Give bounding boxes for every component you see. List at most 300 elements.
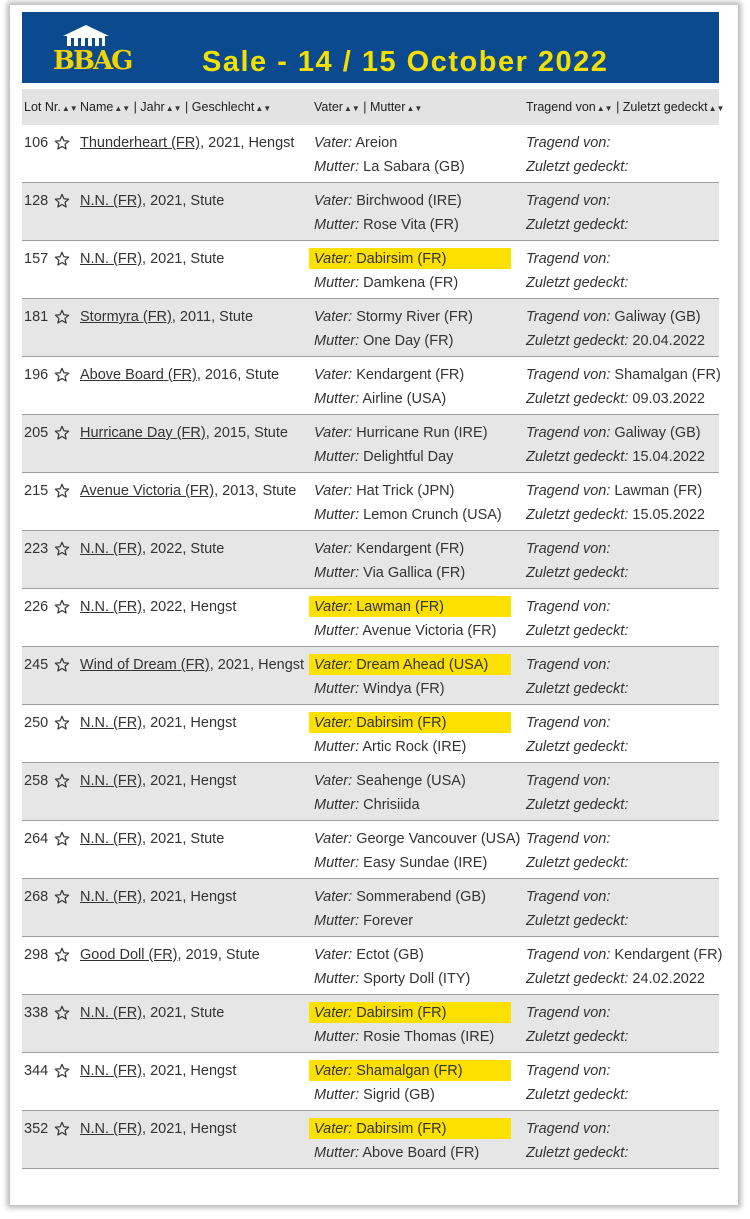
dam-value: Damkena (FR) <box>363 275 459 291</box>
dam-label: Mutter: <box>314 797 360 813</box>
horse-name-text: Above Board <box>80 367 164 383</box>
sire-value: Sommerabend (GB) <box>356 889 486 905</box>
column-header-lot[interactable] <box>24 100 78 114</box>
horse-name-text: Stormyra <box>80 309 139 325</box>
last-covered-label: Zuletzt gedeckt: <box>526 275 629 291</box>
horse-name <box>80 483 296 499</box>
dam-label: Mutter: <box>314 449 360 465</box>
favorite-star-icon[interactable] <box>54 1005 70 1021</box>
dam-cell <box>314 449 453 465</box>
dam-cell <box>314 681 445 697</box>
in-foal-to-cell <box>526 193 610 209</box>
sire-cell <box>309 248 511 269</box>
sire-value: Hat Trick (JPN) <box>356 483 455 499</box>
dam-label: Mutter: <box>314 275 360 291</box>
dam-cell <box>314 391 446 407</box>
horse-name <box>80 309 253 325</box>
dam-value: Artic Rock (IRE) <box>362 739 467 755</box>
column-header-geschlecht-label: | Geschlecht <box>185 100 255 114</box>
horse-name-text: N.N. <box>80 715 109 731</box>
in-foal-to-cell <box>526 599 610 615</box>
last-covered-label: Zuletzt gedeckt: <box>526 739 629 755</box>
horse-name-text: N.N. <box>80 1063 109 1079</box>
table-row <box>22 937 723 995</box>
lot-number: 181 <box>24 309 49 325</box>
lot-number: 223 <box>24 541 49 557</box>
last-covered-label: Zuletzt gedeckt: <box>526 1029 629 1045</box>
column-header-name-label: Name <box>80 100 114 114</box>
sort-arrows-icon[interactable]: ▲▼ <box>61 104 78 113</box>
horse-name-link[interactable] <box>80 889 142 905</box>
favorite-star-icon[interactable] <box>54 657 70 673</box>
horse-year-sex: , 2021, Hengst <box>142 1121 237 1137</box>
sort-arrows-icon[interactable]: ▲▼ <box>708 104 725 113</box>
horse-name-link[interactable] <box>80 657 210 673</box>
in-foal-to-cell <box>526 135 610 151</box>
sire-label: Vater: <box>314 193 353 209</box>
column-header-jahr-label: | Jahr <box>133 100 165 114</box>
horse-name-text: N.N. <box>80 193 109 209</box>
horse-name <box>80 367 279 383</box>
table-row <box>22 1111 719 1169</box>
in-foal-to-value: Kendargent (FR) <box>614 947 723 963</box>
favorite-star-icon[interactable] <box>54 251 70 267</box>
favorite-star-icon[interactable] <box>54 193 70 209</box>
horse-year-sex: , 2015, Stute <box>205 425 288 441</box>
last-covered-cell <box>526 391 705 407</box>
dam-label: Mutter: <box>314 681 360 697</box>
dam-value: Windya (FR) <box>363 681 445 697</box>
last-covered-label: Zuletzt gedeckt: <box>526 855 629 871</box>
last-covered-cell <box>526 623 628 639</box>
in-foal-to-value: Shamalgan (FR) <box>614 367 721 383</box>
favorite-star-icon[interactable] <box>54 773 70 789</box>
horse-year-sex: , 2021, Hengst <box>142 1063 237 1079</box>
sire-label: Vater: <box>314 541 353 557</box>
in-foal-to-label: Tragend von: <box>526 657 611 673</box>
sire-cell <box>314 425 488 441</box>
sire-value: Seahenge (USA) <box>356 773 466 789</box>
sire-cell <box>314 309 473 325</box>
in-foal-to-cell <box>526 251 610 267</box>
last-covered-value: 20.04.2022 <box>632 333 705 349</box>
in-foal-to-cell <box>526 1005 610 1021</box>
horse-name-text: N.N. <box>80 251 109 267</box>
dam-value: La Sabara (GB) <box>363 159 465 175</box>
in-foal-to-value: Galiway (GB) <box>614 425 701 441</box>
last-covered-cell <box>526 159 628 175</box>
horse-country: (FR) <box>171 135 201 151</box>
sire-value: Dabirsim (FR) <box>356 251 447 267</box>
dam-value: Sporty Doll (ITY) <box>363 971 471 987</box>
horse-name-text: N.N. <box>80 1121 109 1137</box>
sire-cell <box>314 773 466 789</box>
in-foal-to-cell <box>526 309 701 325</box>
horse-name <box>80 1063 236 1079</box>
dam-cell <box>314 623 496 639</box>
sale-title: Sale - 14 / 15 October 2022 <box>202 46 609 78</box>
dam-cell <box>314 739 466 755</box>
in-foal-to-cell <box>526 657 610 673</box>
horse-name-text: Good Doll <box>80 947 145 963</box>
dam-cell <box>314 855 487 871</box>
sire-value: Areion <box>355 135 398 151</box>
horse-name-link[interactable] <box>80 1063 142 1079</box>
favorite-star-icon[interactable] <box>54 599 70 615</box>
last-covered-label: Zuletzt gedeckt: <box>526 217 629 233</box>
sire-value: George Vancouver (USA) <box>356 831 521 847</box>
in-foal-to-cell <box>526 773 610 789</box>
table-row <box>22 879 719 937</box>
horse-year-sex: , 2021, Hengst <box>142 889 237 905</box>
in-foal-to-label: Tragend von: <box>526 135 611 151</box>
horse-name-link[interactable] <box>80 831 142 847</box>
favorite-star-icon[interactable] <box>54 715 70 731</box>
in-foal-to-cell <box>526 541 610 557</box>
favorite-star-icon[interactable] <box>54 483 70 499</box>
in-foal-to-label: Tragend von: <box>526 599 611 615</box>
horse-name-link[interactable] <box>80 135 200 151</box>
lot-number: 196 <box>24 367 49 383</box>
horse-name-link[interactable] <box>80 715 142 731</box>
horse-name-text: N.N. <box>80 541 109 557</box>
dam-value: Rosie Thomas (IRE) <box>363 1029 495 1045</box>
in-foal-to-label: Tragend von: <box>526 1121 611 1137</box>
horse-name-text: N.N. <box>80 889 109 905</box>
horse-country: (FR) <box>113 715 143 731</box>
dam-value: One Day (FR) <box>363 333 454 349</box>
last-covered-value: 15.05.2022 <box>632 507 705 523</box>
sire-cell <box>309 712 511 733</box>
lot-number: 128 <box>24 193 49 209</box>
favorite-star-icon[interactable] <box>54 309 70 325</box>
favorite-star-icon[interactable] <box>54 541 70 557</box>
horse-name-link[interactable] <box>80 309 172 325</box>
sire-label: Vater: <box>314 715 353 731</box>
sire-value: Shamalgan (FR) <box>356 1063 463 1079</box>
sire-cell <box>309 1118 511 1139</box>
sire-value: Dabirsim (FR) <box>356 1005 447 1021</box>
sire-cell <box>314 367 464 383</box>
column-header-tragend-zuletzt[interactable] <box>526 100 724 114</box>
lot-number: 245 <box>24 657 49 673</box>
horse-country: (FR) <box>148 947 178 963</box>
sire-label: Vater: <box>314 1121 353 1137</box>
sire-label: Vater: <box>314 483 353 499</box>
horse-country: (FR) <box>113 541 143 557</box>
lot-number: 157 <box>24 251 49 267</box>
last-covered-cell <box>526 449 705 465</box>
last-covered-label: Zuletzt gedeckt: <box>526 913 629 929</box>
favorite-star-icon[interactable] <box>54 831 70 847</box>
lot-number: 344 <box>24 1063 49 1079</box>
horse-name <box>80 889 236 905</box>
favorite-star-icon[interactable] <box>54 425 70 441</box>
in-foal-to-label: Tragend von: <box>526 947 611 963</box>
horse-country: (FR) <box>113 889 143 905</box>
dam-cell <box>314 217 459 233</box>
horse-year-sex: , 2021, Stute <box>142 1005 225 1021</box>
horse-country: (FR) <box>176 425 206 441</box>
horse-name-link[interactable] <box>80 483 214 499</box>
horse-name <box>80 541 224 557</box>
sort-arrows-icon[interactable]: ▲▼ <box>114 104 131 113</box>
sire-label: Vater: <box>314 425 353 441</box>
dam-value: Delightful Day <box>363 449 454 465</box>
in-foal-to-cell <box>526 1063 610 1079</box>
last-covered-label: Zuletzt gedeckt: <box>526 623 629 639</box>
horse-country: (FR) <box>113 251 143 267</box>
horse-name <box>80 425 288 441</box>
last-covered-cell <box>526 681 628 697</box>
lot-number: 106 <box>24 135 49 151</box>
horse-name-link[interactable] <box>80 947 178 963</box>
horse-year-sex: , 2021, Stute <box>142 831 225 847</box>
dam-cell <box>314 333 453 349</box>
horse-name <box>80 657 304 673</box>
table-row <box>22 125 719 183</box>
column-header-vater-mutter[interactable] <box>314 100 422 114</box>
last-covered-cell <box>526 275 628 291</box>
last-covered-cell <box>526 1087 628 1103</box>
sire-label: Vater: <box>314 831 353 847</box>
horse-country: (FR) <box>113 193 143 209</box>
last-covered-cell <box>526 913 628 929</box>
horse-name <box>80 773 236 789</box>
lot-number: 205 <box>24 425 49 441</box>
horse-name-link[interactable] <box>80 773 142 789</box>
table-row <box>22 473 719 531</box>
dam-cell <box>314 1087 435 1103</box>
dam-label: Mutter: <box>314 1029 360 1045</box>
bbag-logo[interactable] <box>53 18 132 80</box>
dam-cell <box>314 913 413 929</box>
sire-value: Dabirsim (FR) <box>356 715 447 731</box>
last-covered-cell <box>526 739 628 755</box>
last-covered-cell <box>526 971 705 987</box>
dam-cell <box>314 275 458 291</box>
horse-name <box>80 1005 224 1021</box>
horse-year-sex: , 2021, Hengst <box>209 657 305 673</box>
horse-year-sex: , 2021, Stute <box>142 251 225 267</box>
sire-label: Vater: <box>314 1005 353 1021</box>
sire-value: Ectot (GB) <box>356 947 424 963</box>
horse-year-sex: , 2019, Stute <box>177 947 260 963</box>
last-covered-cell <box>526 507 705 523</box>
last-covered-cell <box>526 855 628 871</box>
last-covered-value: 09.03.2022 <box>632 391 705 407</box>
sire-cell <box>314 889 486 905</box>
horse-country: (FR) <box>113 1063 143 1079</box>
last-covered-cell <box>526 797 628 813</box>
horse-name <box>80 599 236 615</box>
table-row <box>22 299 719 357</box>
header-banner <box>22 12 719 83</box>
sort-arrows-icon[interactable]: ▲▼ <box>343 104 360 113</box>
last-covered-label: Zuletzt gedeckt: <box>526 681 629 697</box>
dam-value: Via Gallica (FR) <box>363 565 466 581</box>
lot-number: 264 <box>24 831 49 847</box>
sire-value: Dream Ahead (USA) <box>356 657 489 673</box>
dam-cell <box>314 1145 479 1161</box>
dam-label: Mutter: <box>314 855 360 871</box>
in-foal-to-cell <box>526 831 610 847</box>
column-header-name[interactable] <box>80 100 271 114</box>
table-row <box>22 241 719 299</box>
sort-arrows-icon[interactable]: ▲▼ <box>165 104 182 113</box>
last-covered-value: 15.04.2022 <box>632 449 705 465</box>
last-covered-label: Zuletzt gedeckt: <box>526 449 629 465</box>
lot-number: 258 <box>24 773 49 789</box>
horse-year-sex: , 2011, Stute <box>171 309 254 325</box>
table-row <box>22 1053 719 1111</box>
horse-name-text: N.N. <box>80 773 109 789</box>
horse-country: (FR) <box>113 1005 143 1021</box>
horse-country: (FR) <box>113 1121 143 1137</box>
sire-label: Vater: <box>314 947 353 963</box>
horse-country: (FR) <box>113 831 143 847</box>
in-foal-to-label: Tragend von: <box>526 309 611 325</box>
table-row <box>22 589 719 647</box>
dam-cell <box>314 507 502 523</box>
dam-value: Avenue Victoria (FR) <box>362 623 497 639</box>
lot-number: 250 <box>24 715 49 731</box>
sire-label: Vater: <box>314 309 353 325</box>
horse-year-sex: , 2013, Stute <box>214 483 297 499</box>
horse-country: (FR) <box>167 367 197 383</box>
sire-value: Birchwood (IRE) <box>356 193 462 209</box>
horse-name <box>80 947 260 963</box>
favorite-star-icon[interactable] <box>54 947 70 963</box>
favorite-star-icon[interactable] <box>54 367 70 383</box>
horse-name-text: Avenue Victoria <box>80 483 182 499</box>
horse-country: (FR) <box>113 773 143 789</box>
table-row <box>22 763 719 821</box>
sort-arrows-icon[interactable]: ▲▼ <box>406 104 423 113</box>
column-header-lot-label: Lot Nr. <box>24 100 61 114</box>
favorite-star-icon[interactable] <box>54 1121 70 1137</box>
in-foal-to-cell <box>526 425 701 441</box>
lot-number: 352 <box>24 1121 49 1137</box>
table-row <box>22 705 719 763</box>
in-foal-to-cell <box>526 889 610 905</box>
horse-name-link[interactable] <box>80 1121 142 1137</box>
in-foal-to-cell <box>526 483 702 499</box>
table-row <box>22 531 719 589</box>
horse-country: (FR) <box>113 599 143 615</box>
dam-value: Easy Sundae (IRE) <box>363 855 488 871</box>
in-foal-to-label: Tragend von: <box>526 831 611 847</box>
sire-cell <box>309 1002 511 1023</box>
horse-year-sex: , 2021, Hengst <box>200 135 295 151</box>
sire-label: Vater: <box>314 889 353 905</box>
dam-value: Lemon Crunch (USA) <box>363 507 502 523</box>
sire-value: Stormy River (FR) <box>356 309 473 325</box>
column-header-vater-label: Vater <box>314 100 343 114</box>
last-covered-value: 24.02.2022 <box>632 971 705 987</box>
last-covered-label: Zuletzt gedeckt: <box>526 391 629 407</box>
last-covered-cell <box>526 565 628 581</box>
horse-name-link[interactable] <box>80 599 142 615</box>
in-foal-to-label: Tragend von: <box>526 773 611 789</box>
lot-number: 268 <box>24 889 49 905</box>
sire-value: Lawman (FR) <box>356 599 445 615</box>
favorite-star-icon[interactable] <box>54 135 70 151</box>
in-foal-to-label: Tragend von: <box>526 541 611 557</box>
in-foal-to-label: Tragend von: <box>526 483 611 499</box>
in-foal-to-value: Galiway (GB) <box>614 309 701 325</box>
favorite-star-icon[interactable] <box>54 1063 70 1079</box>
horse-name <box>80 715 236 731</box>
last-covered-label: Zuletzt gedeckt: <box>526 971 629 987</box>
last-covered-label: Zuletzt gedeckt: <box>526 333 629 349</box>
in-foal-to-cell <box>526 1121 610 1137</box>
sire-cell <box>309 654 511 675</box>
logo-text: BBAG <box>53 46 132 76</box>
in-foal-to-label: Tragend von: <box>526 193 611 209</box>
column-header-mutter-label: | Mutter <box>363 100 406 114</box>
column-header-tragend-label: Tragend von <box>526 100 596 114</box>
dam-cell <box>314 159 465 175</box>
horse-name <box>80 135 294 151</box>
horse-year-sex: , 2021, Hengst <box>142 773 237 789</box>
sire-label: Vater: <box>314 599 353 615</box>
dam-value: Chrisiida <box>363 797 420 813</box>
building-logo-icon <box>59 24 113 48</box>
horse-name-link[interactable] <box>80 425 206 441</box>
sire-label: Vater: <box>314 1063 353 1079</box>
sire-label: Vater: <box>314 367 353 383</box>
in-foal-to-cell <box>526 715 610 731</box>
favorite-star-icon[interactable] <box>54 889 70 905</box>
horse-name-link[interactable] <box>80 193 142 209</box>
in-foal-to-cell <box>526 367 721 383</box>
last-covered-label: Zuletzt gedeckt: <box>526 565 629 581</box>
horse-name-link[interactable] <box>80 367 197 383</box>
horse-name-link[interactable] <box>80 1005 142 1021</box>
in-foal-to-label: Tragend von: <box>526 425 611 441</box>
horse-name-link[interactable] <box>80 251 142 267</box>
sire-cell <box>309 1060 511 1081</box>
horse-name-link[interactable] <box>80 541 142 557</box>
table-header <box>22 89 725 125</box>
sire-cell <box>314 947 424 963</box>
sort-arrows-icon[interactable]: ▲▼ <box>255 104 272 113</box>
horse-name <box>80 193 224 209</box>
last-covered-cell <box>526 1029 628 1045</box>
dam-label: Mutter: <box>314 507 360 523</box>
dam-value: Rose Vita (FR) <box>363 217 459 233</box>
sort-arrows-icon[interactable]: ▲▼ <box>596 104 613 113</box>
dam-value: Airline (USA) <box>362 391 447 407</box>
horse-year-sex: , 2016, Stute <box>196 367 280 383</box>
sire-cell <box>314 193 462 209</box>
horse-year-sex: , 2022, Hengst <box>142 599 237 615</box>
sire-cell <box>309 596 511 617</box>
horse-country: (FR) <box>180 657 210 673</box>
last-covered-cell <box>526 217 628 233</box>
sire-cell <box>314 483 454 499</box>
table-row <box>22 647 719 705</box>
last-covered-label: Zuletzt gedeckt: <box>526 1145 629 1161</box>
lot-number: 298 <box>24 947 49 963</box>
in-foal-to-label: Tragend von: <box>526 715 611 731</box>
dam-label: Mutter: <box>314 971 360 987</box>
dam-label: Mutter: <box>314 1087 360 1103</box>
lot-table-body <box>22 125 723 1169</box>
horse-year-sex: , 2021, Stute <box>142 193 225 209</box>
horse-country: (FR) <box>142 309 172 325</box>
